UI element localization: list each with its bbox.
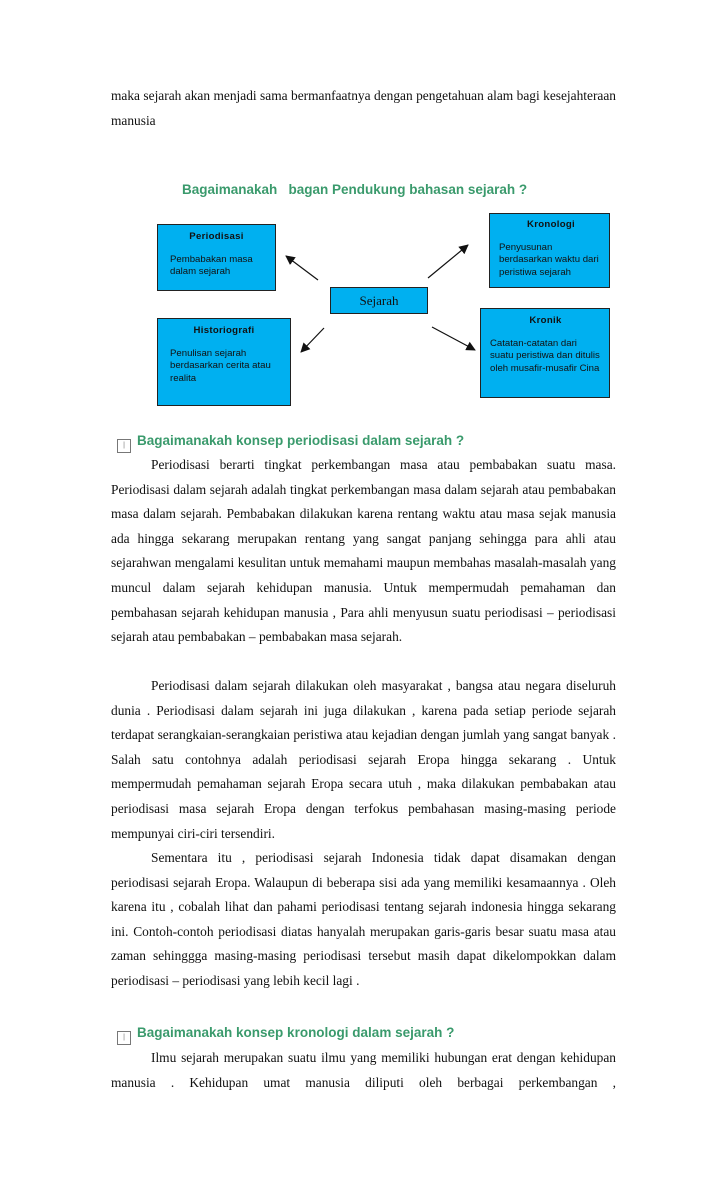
periodisasi-title: Periodisasi bbox=[189, 231, 244, 242]
section1-heading-text: Bagaimanakah konsep periodisasi dalam sejarah ? bbox=[137, 433, 465, 448]
kronologi-title: Kronologi bbox=[527, 219, 575, 230]
kronologi-text: Penyusunan berdasarkan waktu dari peristiwa sejarah bbox=[499, 241, 599, 278]
section2-paragraph-1: Ilmu sejarah merupakan suatu ilmu yang memiliki hubungan erat dengan kehidupan manusia . Kehidupan umat manusia diliputi oleh berbagai perkembangan , bbox=[111, 1050, 616, 1090]
section1-paragraph-2: Periodisasi dalam sejarah dilakukan oleh masyarakat , bangsa atau negara diseluruh dunia . Periodisasi dalam sejarah ini juga dilakukan , karena pada setiap periode sejarah terdapat serangkaian-serangkaian peristiwa atau kejadian dengan jumlah yang sangat banyak . Salah satu contohnya adalah periodisasi sejarah Eropa hingga sekarang . Untuk mempermudah pemahaman sejarah Eropa secara utuh , maka dilakukan pembabakan atau periodisasi masa sejarah Eropa dengan terfokus pembahasan masing-masing periode mempunyai ciri-ciri tersendiri. bbox=[111, 678, 616, 841]
diagram-title: Bagaimanakah bagan Pendukung bahasan sejarah ? bbox=[182, 182, 528, 197]
section1-paragraph-3: Sementara itu , periodisasi sejarah Indonesia tidak dapat disamakan dengan periodisasi sejarah Eropa. Walaupun di beberapa sisi ada yang memiliki kesamaannya . Oleh karena itu , cobalah lihat dan pahami periodisasi tentang sejarah indonesia hingga sekarang ini. Contoh-contoh periodisasi diatas hanyalah merupakan garis-garis besar suatu masa atau zaman sehinggga masing-masing periodisasi tersebut masih dapat dikelompokkan dalam periodisasi – periodisasi yang lebih kecil lagi . bbox=[111, 850, 616, 988]
arrow-to-periodisasi bbox=[286, 256, 318, 280]
section2-heading-text: Bagaimanakah konsep kronologi dalam sejarah ? bbox=[137, 1025, 455, 1040]
section2-heading bbox=[117, 1025, 454, 1045]
section1-heading bbox=[117, 433, 464, 453]
arrow-to-kronik bbox=[432, 327, 475, 350]
kronik-text: Catatan-catatan dari suatu peristiwa dan ditulis oleh musafir-musafir Cina bbox=[490, 337, 600, 374]
bullet-icon: | bbox=[117, 1031, 131, 1045]
intro-paragraph: maka sejarah akan menjadi sama bermanfaatnya dengan pengetahuan alam bagi kesejahteraan manusia bbox=[111, 88, 616, 128]
kronik-title: Kronik bbox=[529, 315, 562, 326]
diagram-arrows bbox=[0, 0, 728, 450]
arrow-to-kronologi bbox=[428, 245, 468, 278]
historiografi-text: Penulisan sejarah berdasarkan cerita atau realita bbox=[170, 347, 271, 384]
arrow-to-historiografi bbox=[301, 328, 324, 352]
section1-paragraph-1: Periodisasi berarti tingkat perkembangan masa atau pembabakan suatu masa. Periodisasi dalam sejarah adalah tingkat perkembangan masa dalam sejarah atau pembabakan masa dalam sejarah. Pembabakan dilakukan karena rentang waktu atau masa sejak manusia ada hingga sekarang merupakan rentang yang sangat panjang sehingga para ahli atau sejarahwan mengalami kesulitan untuk memahami maupun membahas masalah-masalah yang muncul dalam sejarah kehidupan manusia. Untuk mempermudah pemahaman dan pembahasan sejarah kehidupan manusia , Para ahli menyusun suatu periodisasi – periodisasi sejarah atau pembabakan – pembabakan masa sejarah. bbox=[111, 457, 616, 645]
historiografi-title: Historiografi bbox=[193, 325, 255, 336]
periodisasi-text: Pembabakan masa dalam sejarah bbox=[170, 253, 253, 277]
bullet-icon: | bbox=[117, 439, 131, 453]
sejarah-center-box: Sejarah bbox=[330, 287, 428, 314]
